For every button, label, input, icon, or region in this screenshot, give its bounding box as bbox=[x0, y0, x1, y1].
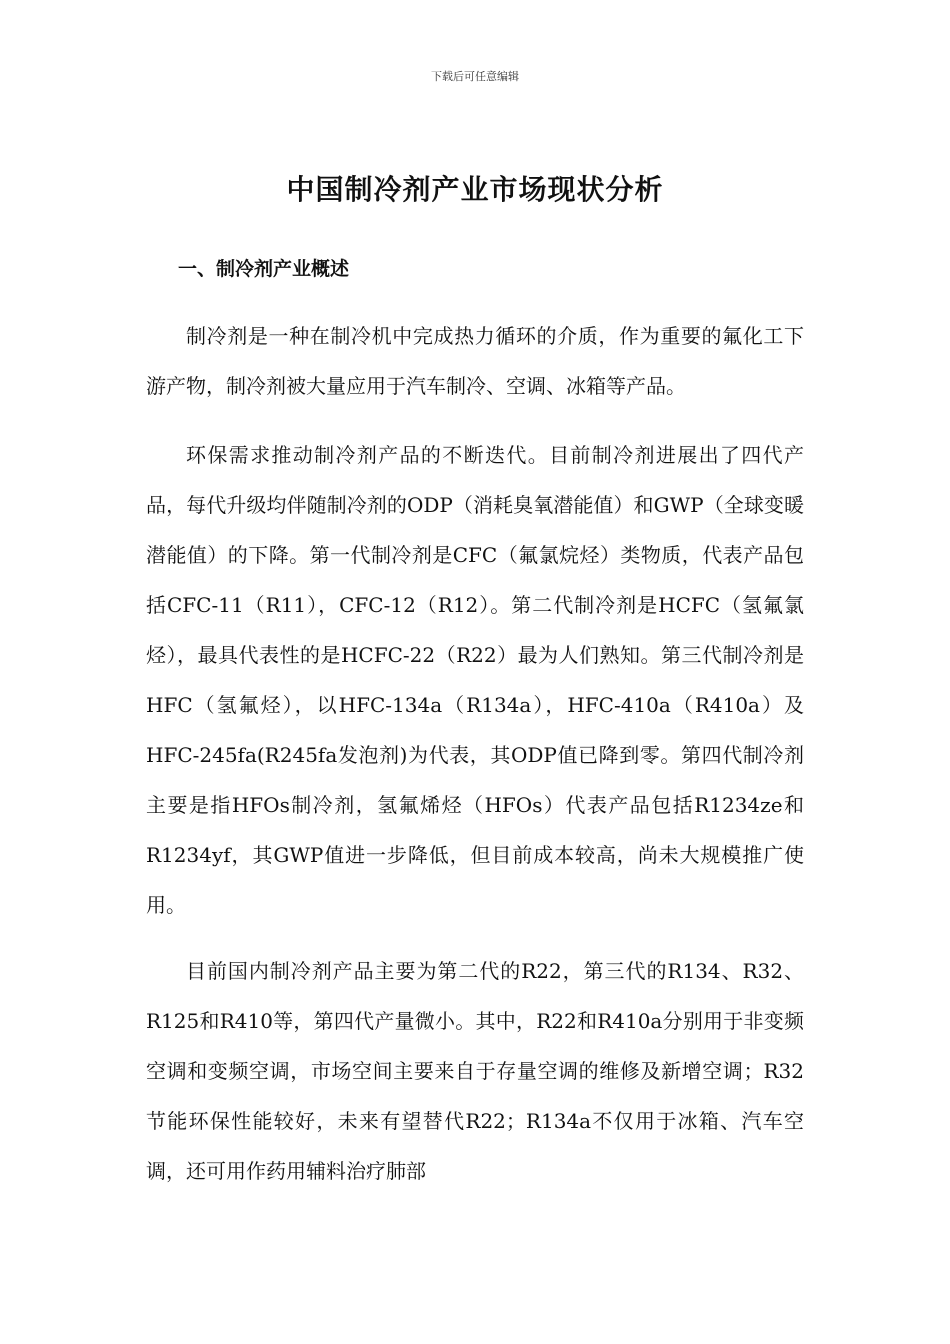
paragraph-domestic-products: 目前国内制冷剂产品主要为第二代的R22，第三代的R134、R32、R125和R410等，第四代产量微小。其中，R22和R410a分别用于非变频空调和变频空调，市场空间主要来自于存量空调的维修及新增空调；R32节能环保性能较好，未来有望替代R22；R134a不仅用于冰箱、汽车空调，还可用作药用辅料治疗肺部 bbox=[146, 959, 804, 1183]
header-note: 下载后可任意编辑 bbox=[431, 70, 519, 83]
paragraph-generations: 环保需求推动制冷剂产品的不断迭代。目前制冷剂进展出了四代产品，每代升级均伴随制冷剂的ODP（消耗臭氧潜能值）和GWP（全球变暖潜能值）的下降。第一代制冷剂是CFC（氟氯烷烃）类物质，代表产品包括CFC-11（R11），CFC-12（R12）。第二代制冷剂是HCFC（氢氟氯烃），最具代表性的是HCFC-22（R22）最为人们熟知。第三代制冷剂是HFC（氢氟烃），以HFC-134a（R134a），HFC-410a（R410a）及HFC-245fa(R245fa发泡剂)为代表，其ODP值已降到零。第四代制冷剂主要是指HFOs制冷剂，氢氟烯烃（HFOs）代表产品包括R1234ze和R1234yf，其GWP值进一步降低，但目前成本较高，尚未大规模推广使用。 bbox=[146, 443, 804, 917]
document-title: 中国制冷剂产业市场现状分析 bbox=[286, 173, 664, 206]
section-heading: 一、制冷剂产业概述 bbox=[178, 258, 350, 280]
paragraph-intro: 制冷剂是一种在制冷机中完成热力循环的介质，作为重要的氟化工下游产物，制冷剂被大量应用于汽车制冷、空调、冰箱等产品。 bbox=[146, 324, 804, 398]
